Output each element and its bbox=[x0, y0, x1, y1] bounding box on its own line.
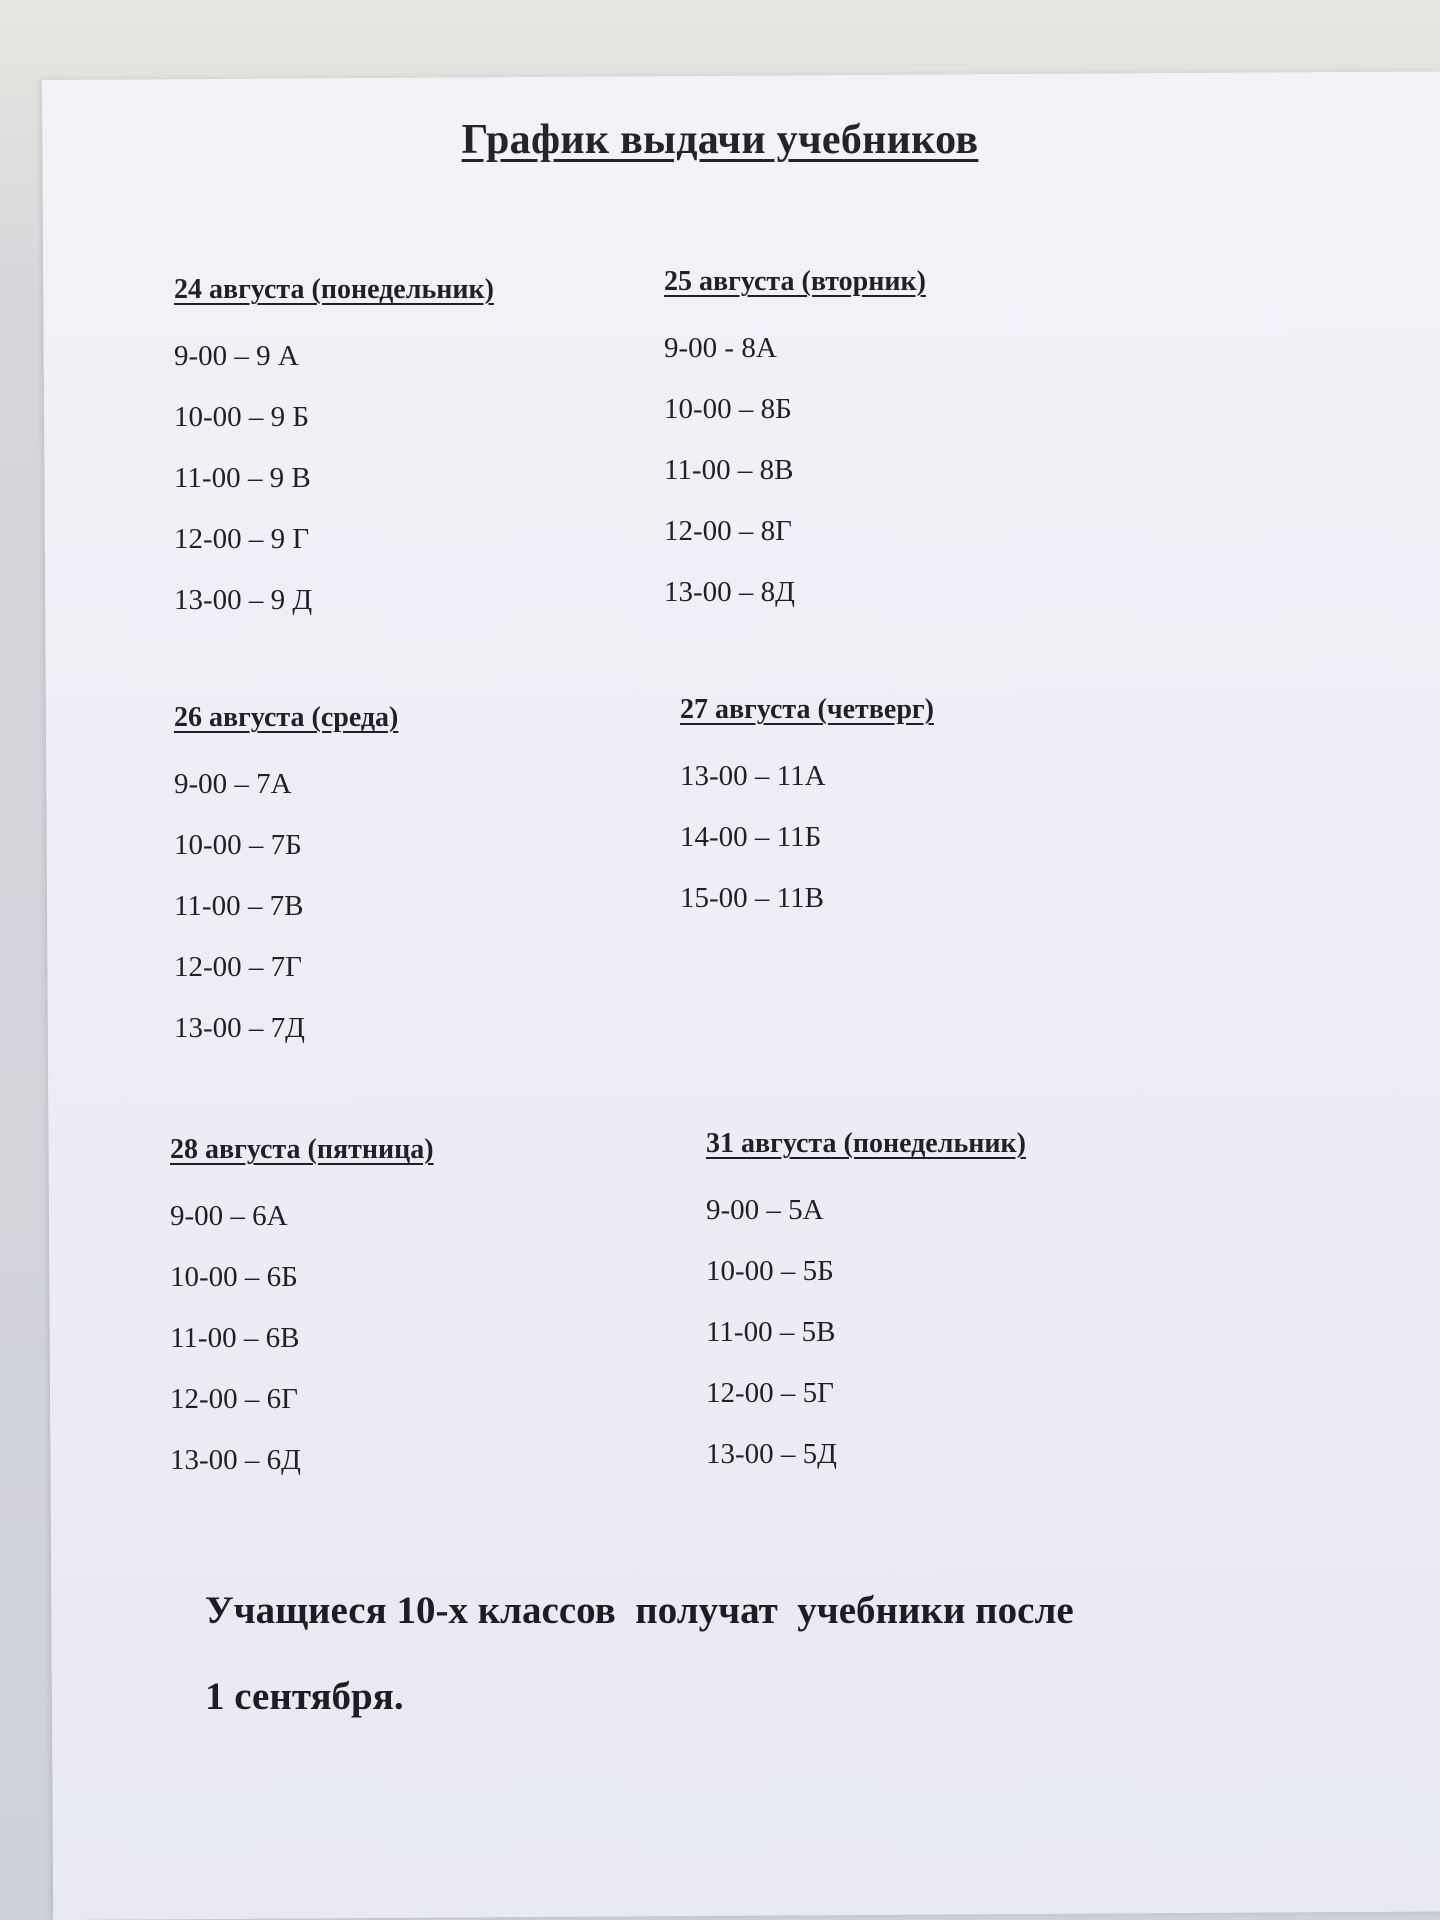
time-slot: 10-00 – 8Б bbox=[664, 393, 792, 425]
time-slot: 10-00 – 7Б bbox=[174, 829, 302, 861]
time-slot: 9-00 – 5А bbox=[706, 1194, 824, 1226]
note-line: 1 сентября. bbox=[205, 1675, 404, 1718]
day-block-aug-24 bbox=[174, 274, 494, 631]
day-heading: 25 августа (вторник) bbox=[664, 266, 926, 297]
time-slot: 10-00 – 6Б bbox=[170, 1261, 298, 1293]
slot-list bbox=[170, 1186, 434, 1491]
time-slot: 12-00 – 6Г bbox=[170, 1383, 298, 1415]
day-heading: 27 августа (четверг) bbox=[680, 694, 934, 725]
day-heading: 28 августа (пятница) bbox=[170, 1134, 434, 1165]
time-slot: 12-00 – 9 Г bbox=[174, 523, 310, 555]
time-slot: 12-00 – 8Г bbox=[664, 515, 792, 547]
grade-10-note bbox=[205, 1568, 1305, 1740]
slot-list bbox=[174, 754, 398, 1059]
time-slot: 10-00 – 9 Б bbox=[174, 401, 310, 433]
day-block-aug-31 bbox=[706, 1128, 1026, 1485]
time-slot: 13-00 – 9 Д bbox=[174, 584, 313, 616]
time-slot: 10-00 – 5Б bbox=[706, 1255, 834, 1287]
slot-list bbox=[664, 318, 926, 623]
time-slot: 9-00 – 9 А bbox=[174, 340, 299, 372]
slot-list bbox=[174, 326, 494, 631]
slot-list bbox=[680, 746, 934, 929]
page-title: График выдачи учебников bbox=[461, 117, 979, 163]
slot-list bbox=[706, 1180, 1026, 1485]
day-block-aug-28 bbox=[170, 1134, 434, 1491]
time-slot: 13-00 – 6Д bbox=[170, 1444, 301, 1476]
day-block-aug-26 bbox=[174, 702, 398, 1059]
time-slot: 13-00 – 11А bbox=[680, 760, 826, 792]
day-heading: 24 августа (понедельник) bbox=[174, 274, 494, 305]
day-block-aug-27 bbox=[680, 694, 934, 929]
time-slot: 9-00 – 6А bbox=[170, 1200, 288, 1232]
time-slot: 9-00 – 7А bbox=[174, 768, 292, 800]
time-slot: 12-00 – 5Г bbox=[706, 1377, 834, 1409]
time-slot: 14-00 – 11Б bbox=[680, 821, 822, 853]
time-slot: 11-00 – 6В bbox=[170, 1322, 300, 1354]
note-line: Учащиеся 10-х классов получат учебники после bbox=[205, 1589, 1074, 1632]
day-heading: 31 августа (понедельник) bbox=[706, 1128, 1026, 1159]
time-slot: 11-00 – 8В bbox=[664, 454, 794, 486]
time-slot: 11-00 – 9 В bbox=[174, 462, 311, 494]
time-slot: 15-00 – 11В bbox=[680, 882, 824, 914]
time-slot: 9-00 - 8А bbox=[664, 332, 777, 364]
time-slot: 13-00 – 8Д bbox=[664, 576, 795, 608]
day-block-aug-25 bbox=[664, 266, 926, 623]
time-slot: 12-00 – 7Г bbox=[174, 951, 302, 983]
time-slot: 11-00 – 7В bbox=[174, 890, 304, 922]
time-slot: 13-00 – 7Д bbox=[174, 1012, 305, 1044]
time-slot: 13-00 – 5Д bbox=[706, 1438, 837, 1470]
day-heading: 26 августа (среда) bbox=[174, 702, 399, 733]
time-slot: 11-00 – 5В bbox=[706, 1316, 836, 1348]
